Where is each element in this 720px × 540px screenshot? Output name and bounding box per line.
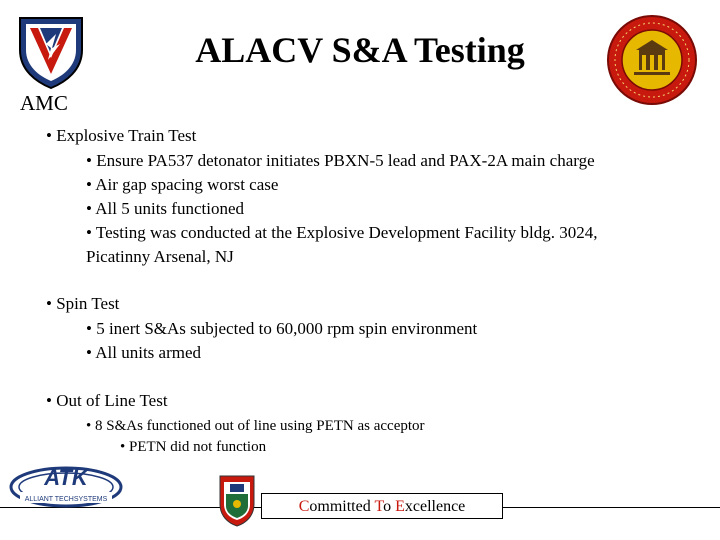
motto-initial-c: C xyxy=(298,498,310,515)
atk-tagline: ALLIANT TECHSYSTEMS xyxy=(24,496,108,503)
list-item: • Testing was conducted at the Explosive Development Facility bldg. 3024, xyxy=(86,223,598,242)
list-item: • All 5 units functioned xyxy=(86,199,244,218)
section-heading-explosive: • Explosive Train Test xyxy=(46,126,197,145)
footer-motto xyxy=(262,497,502,517)
motto-initial-e: E xyxy=(395,498,405,515)
list-item: • Ensure PA537 detonator initiates PBXN-5 lead and PAX-2A main charge xyxy=(86,151,595,170)
atk-wordmark: ATK xyxy=(44,465,88,490)
motto-rest-c: ommitted xyxy=(309,498,375,515)
motto-rest-e: xcellence xyxy=(404,498,466,515)
motto-rest-t: o xyxy=(383,498,396,515)
list-item: • Air gap spacing worst case xyxy=(86,175,279,194)
list-item: • 8 S&As functioned out of line using PETN as acceptor xyxy=(86,418,425,434)
crest-shield xyxy=(218,474,256,528)
atk-logo xyxy=(8,462,124,510)
org-label: AMC xyxy=(20,91,68,115)
arsenal-seal xyxy=(606,14,698,106)
list-subitem: • PETN did not function xyxy=(120,439,267,455)
section-heading-spin: • Spin Test xyxy=(46,294,120,313)
footer-motto-box xyxy=(261,493,503,519)
list-item-continuation: Picatinny Arsenal, NJ xyxy=(86,247,234,266)
crest-shield-icon xyxy=(218,474,256,528)
list-item: • 5 inert S&As subjected to 60,000 rpm spin environment xyxy=(86,319,478,338)
list-item: • All units armed xyxy=(86,343,202,362)
section-heading-out-of-line: • Out of Line Test xyxy=(46,391,168,410)
seal-icon xyxy=(606,14,698,106)
page-title: ALACV S&A Testing xyxy=(195,30,525,70)
atk-logo-icon xyxy=(8,462,124,510)
motto-initial-t: T xyxy=(374,498,384,515)
